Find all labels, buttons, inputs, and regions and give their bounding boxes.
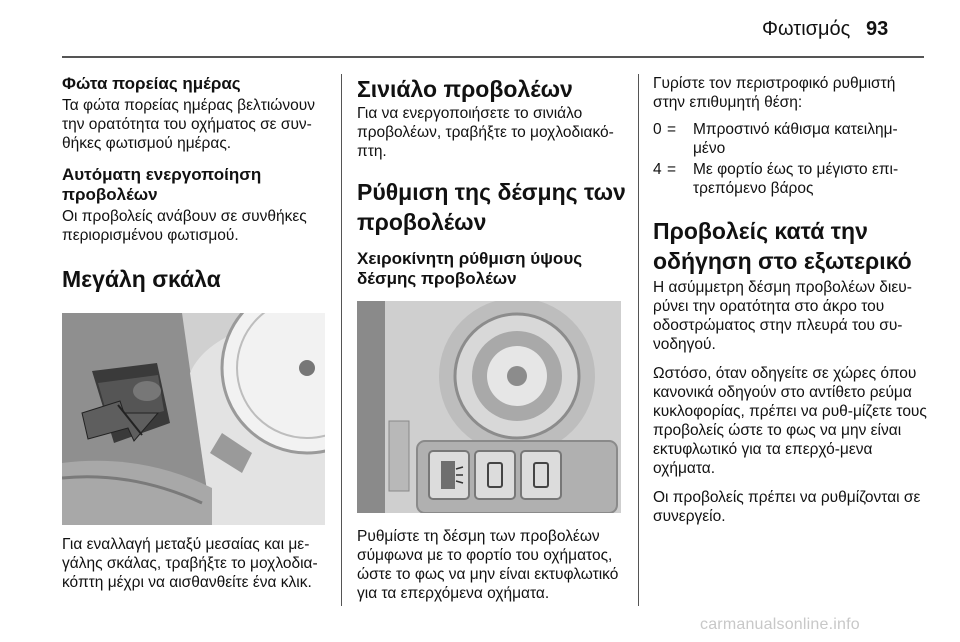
heading-manual-range-adjustment: Χειροκίνητη ρύθμιση ύψους δέσμης προβολέων bbox=[357, 249, 583, 288]
high-beam-lever-illustration bbox=[62, 313, 325, 525]
list-item-text: Μπροστινό κάθισμα κατειλημ-μένο bbox=[693, 121, 898, 157]
heading-high-beam: Μεγάλη σκάλα bbox=[62, 266, 221, 292]
setting-list bbox=[653, 120, 927, 198]
column-divider bbox=[638, 74, 639, 606]
list-item-text: Με φορτίο έως το μέγιστο επι-τρεπόμενο βάρος bbox=[693, 161, 899, 197]
column-3 bbox=[653, 74, 927, 526]
paragraph: Οι προβολείς ανάβουν σε συνθήκες περιορισμένου φωτισμού. bbox=[62, 208, 307, 244]
column-1 bbox=[62, 74, 326, 592]
paragraph: Τα φώτα πορείας ημέρας βελτιώνουν την ορατότητα του οχήματος σε συν-θήκες φωτισμού ημέρας. bbox=[62, 97, 315, 152]
paragraph: Γυρίστε τον περιστροφικό ρυθμιστή στην επιθυμητή θέση: bbox=[653, 75, 896, 111]
page-header bbox=[0, 0, 960, 58]
figure-caption: Για εναλλαγή μεταξύ μεσαίας και με-γάλης σκάλας, τραβήξτε το μοχλοδια-κόπτη μέχρι να αισθανθείτε ένα κλικ. bbox=[62, 536, 318, 591]
heading-daytime-running-lights: Φώτα πορείας ημέρας bbox=[62, 74, 241, 93]
figure-high-beam-lever bbox=[62, 313, 325, 525]
list-item bbox=[653, 160, 927, 198]
figure-caption: Ρυθμίστε τη δέσμη των προβολέων σύμφωνα με το φορτίο του οχήματος, ώστε το φως να μην είναι εκτυφλωτικό για τα επερχόμενα οχήματα. bbox=[357, 528, 619, 602]
heading-headlight-range-adjustment: Ρύθμιση της δέσμης των προβολέων bbox=[357, 179, 626, 235]
paragraph: Για να ενεργοποιήσετε το σινιάλο προβολέων, τραβήξτε το μοχλοδιακό-πτη. bbox=[357, 105, 614, 160]
list-item bbox=[653, 120, 927, 158]
list-item-number: 4 bbox=[653, 161, 662, 178]
page-number: 93 bbox=[866, 18, 889, 40]
heading-automatic-headlights: Αυτόματη ενεργοποίηση προβολέων bbox=[62, 165, 262, 204]
list-item-equals: = bbox=[667, 121, 677, 138]
list-item-number: 0 bbox=[653, 121, 662, 138]
paragraph: Ωστόσο, όταν οδηγείτε σε χώρες όπου κανονικά οδηγούν στο αντίθετο ρεύμα κυκλοφορίας, πρέπει να ρυθ-μίζετε τους προβολείς ώστε το φως να μην είναι εκτυφλωτικό για τα επερχό-μενα οχήματα. bbox=[653, 365, 927, 477]
column-2 bbox=[357, 74, 629, 603]
section-title: Φωτισμός bbox=[762, 18, 851, 40]
watermark: carmanualsonline.info bbox=[700, 616, 860, 633]
heading-driving-abroad: Προβολείς κατά την οδήγηση στο εξωτερικό bbox=[653, 218, 912, 274]
paragraph: Οι προβολείς πρέπει να ρυθμίζονται σε συνεργείο. bbox=[653, 489, 921, 525]
list-item-equals: = bbox=[667, 161, 677, 178]
header-rule bbox=[62, 56, 924, 58]
heading-headlight-flash: Σινιάλο προβολέων bbox=[357, 76, 573, 102]
figure-range-adjustment-switch bbox=[357, 301, 621, 513]
range-adjustment-switch-illustration bbox=[357, 301, 621, 513]
column-divider bbox=[341, 74, 342, 606]
paragraph: Η ασύμμετρη δέσμη προβολέων διευ-ρύνει την ορατότητα στο άκρο του οδοστρώματος στην πλευρά του συ-νοδηγού. bbox=[653, 279, 912, 353]
